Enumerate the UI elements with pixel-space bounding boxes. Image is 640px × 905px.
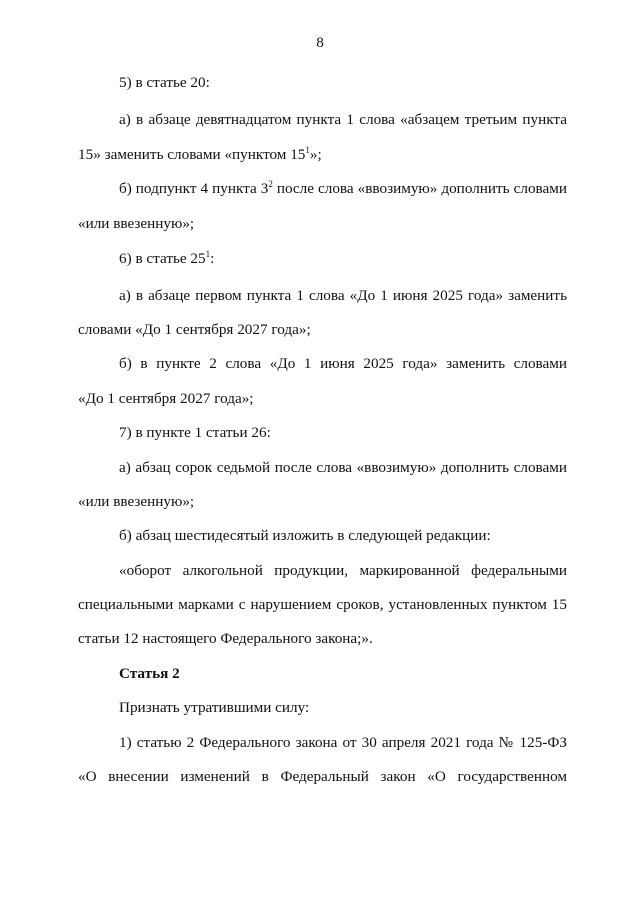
superscript: 2 xyxy=(268,179,273,189)
article-heading: Статья 2 xyxy=(119,665,180,682)
text-line-repeal-item-1-cont: «О внесении изменений в Федеральный закон «О государственном xyxy=(78,768,567,785)
text-line-repeal-item-1: 1) статью 2 Федерального закона от 30 апреля 2021 года № 125-ФЗ xyxy=(119,734,567,751)
text-line-quote: «оборот алкогольной продукции, маркированной федеральными xyxy=(119,562,567,579)
text-fragment: б) подпункт 4 пункта 3 xyxy=(119,180,269,197)
text-line-quote-cont: специальными марками с нарушением сроков, установленных пунктом 15 xyxy=(78,596,567,613)
page-number: 8 xyxy=(316,34,324,51)
text-line-item-5b xyxy=(119,180,567,198)
superscript: 1 xyxy=(205,249,211,259)
text-line-item-6b: б) в пункте 2 слова «До 1 июня 2025 года» заменить словами xyxy=(119,355,567,372)
superscript: 1 xyxy=(305,145,310,155)
text-line-item-6 xyxy=(119,250,214,268)
text-line-item-5: 5) в статье 20: xyxy=(119,74,210,91)
text-line-item-5a: а) в абзаце девятнадцатом пункта 1 слова «абзацем третьим пункта xyxy=(119,111,567,128)
text-fragment: »; xyxy=(309,146,322,163)
text-line-item-7a: а) абзац сорок седьмой после слова «ввозимую» дополнить словами xyxy=(119,459,567,476)
text-line-item-7b: б) абзац шестидесятый изложить в следующей редакции: xyxy=(119,527,491,544)
text-line-repeal: Признать утратившими силу: xyxy=(119,699,310,716)
text-line-item-5a-cont xyxy=(78,146,322,164)
text-line-item-5b-cont: «или ввезенную»; xyxy=(78,215,195,232)
text-line-item-6b-cont: «До 1 сентября 2027 года»; xyxy=(78,390,254,407)
text-line-item-6a-cont: словами «До 1 сентября 2027 года»; xyxy=(78,321,311,338)
text-line-item-7a-cont: «или ввезенную»; xyxy=(78,493,195,510)
text-line-item-7: 7) в пункте 1 статьи 26: xyxy=(119,424,271,441)
text-fragment: 6) в статье 25 xyxy=(119,250,206,267)
text-line-quote-end: статьи 12 настоящего Федерального закона;». xyxy=(78,630,373,647)
text-line-item-6a: а) в абзаце первом пункта 1 слова «До 1 июня 2025 года» заменить xyxy=(119,287,567,304)
text-fragment: после слова «ввозимую» дополнить словами xyxy=(272,180,567,197)
text-fragment: : xyxy=(210,250,215,267)
text-fragment: 15» заменить словами «пунктом 15 xyxy=(78,146,306,163)
